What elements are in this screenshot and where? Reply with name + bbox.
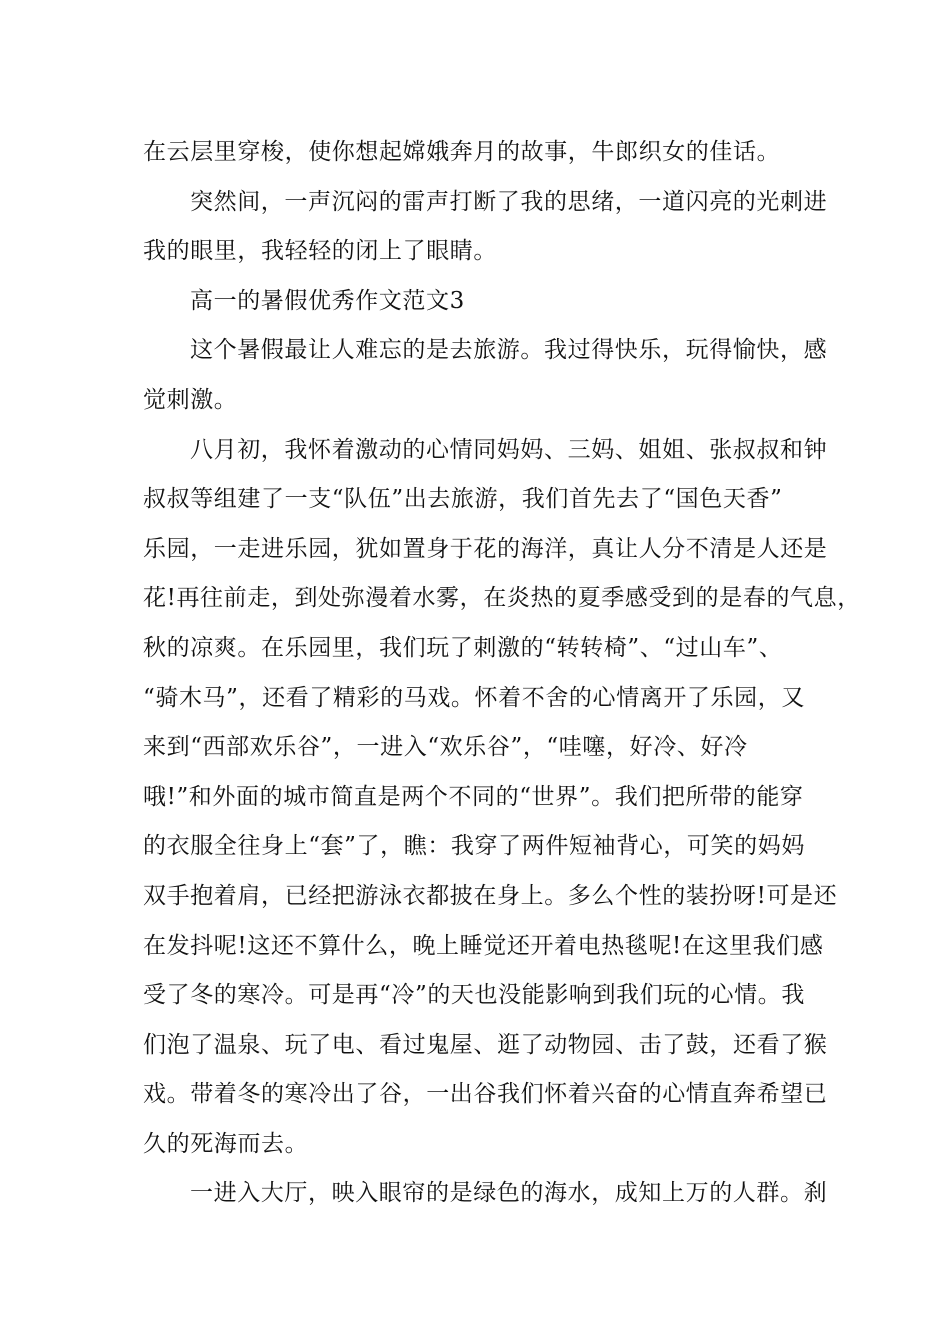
text-line: 哦!”和外面的城市简直是两个不同的“世界”。我们把所带的能穿 bbox=[143, 783, 804, 810]
text-line: 戏。带着冬的寒冷出了谷，一出谷我们怀着兴奋的心情直奔希望已 bbox=[143, 1081, 828, 1108]
text-line: 久的死海而去。 bbox=[143, 1130, 309, 1157]
paragraph-first-line: 一进入大厅，映入眼帘的是绿色的海水，成知上万的人群。刹 bbox=[190, 1180, 828, 1207]
text-line: 在云层里穿梭，使你想起嫦娥奔月的故事，牛郎织女的佳话。 bbox=[143, 139, 781, 165]
paragraph-first-line: 突然间，一声沉闷的雷声打断了我的思绪，一道闪亮的光刺进 bbox=[190, 188, 828, 215]
text-line: 双手抱着肩，已经把游泳衣都披在身上。多么个性的装扮呀!可是还 bbox=[143, 882, 838, 909]
text-line: 我的眼里，我轻轻的闭上了眼睛。 bbox=[143, 238, 497, 265]
text-line: 受了冬的寒冷。可是再“冷”的天也没能影响到我们玩的心情。我 bbox=[143, 982, 805, 1009]
text-line: 觉刺激。 bbox=[143, 386, 238, 413]
section-heading: 高一的暑假优秀作文范文3 bbox=[190, 287, 465, 314]
text-line: 在发抖呢!这还不算什么，晚上睡觉还开着电热毯呢!在这里我们感 bbox=[143, 932, 824, 959]
text-line: 来到“西部欢乐谷”，一进入“欢乐谷”，“哇噻，好冷、好冷 bbox=[143, 734, 748, 761]
paragraph-first-line: 八月初，我怀着激动的心情同妈妈、三妈、姐姐、张叔叔和钟 bbox=[190, 436, 828, 463]
text-line: 乐园，一走进乐园，犹如置身于花的海洋，真让人分不清是人还是 bbox=[143, 535, 828, 562]
text-line: 的衣服全往身上“套”了，瞧：我穿了两件短袖背心，可笑的妈妈 bbox=[143, 833, 805, 860]
text-line: 叔叔等组建了一支“队伍”出去旅游，我们首先去了“国色天香” bbox=[143, 486, 783, 513]
document-body bbox=[143, 128, 861, 1219]
paragraph-first-line: 这个暑假最让人难忘的是去旅游。我过得快乐，玩得愉快，感 bbox=[190, 337, 828, 364]
text-line: “骑木马”，还看了精彩的马戏。怀着不舍的心情离开了乐园，又 bbox=[143, 684, 805, 711]
text-line: 秋的凉爽。在乐园里，我们玩了刺激的“转转椅”、“过山车”、 bbox=[143, 634, 783, 661]
text-line: 花!再往前走，到处弥漫着水雾，在炎热的夏季感受到的是春的气息， bbox=[143, 585, 861, 612]
text-line: 们泡了温泉、玩了电、看过鬼屋、逛了动物园、击了鼓，还看了猴 bbox=[143, 1031, 828, 1058]
